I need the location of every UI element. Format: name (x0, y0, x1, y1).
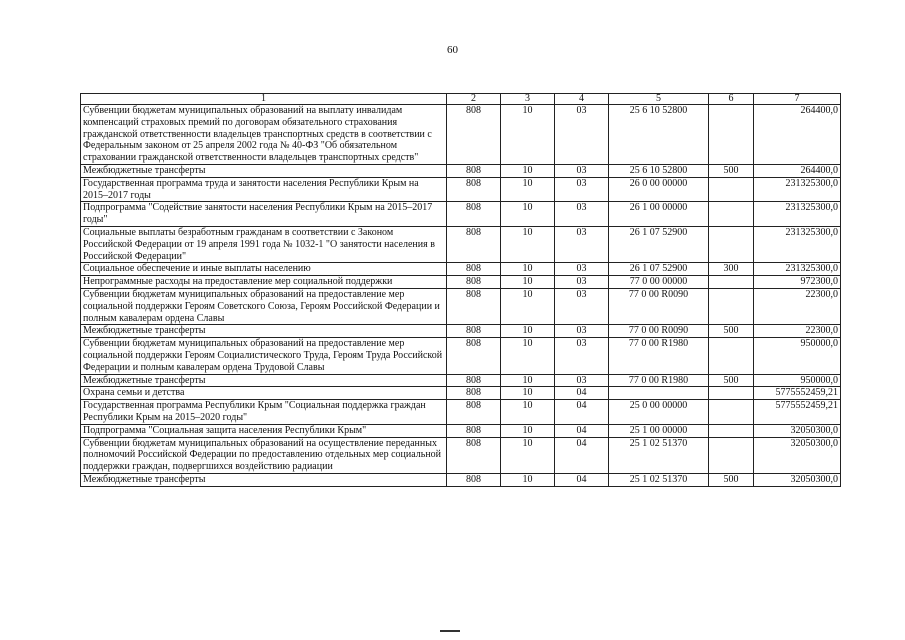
target-article-code: 25 1 02 51370 (609, 473, 709, 486)
table-row (81, 338, 841, 374)
table-row (81, 400, 841, 425)
header-cell: 1 (81, 94, 447, 105)
section-code: 10 (501, 400, 555, 425)
table-row (81, 177, 841, 202)
item-name: Межбюджетные трансферты (81, 473, 447, 486)
expense-type-code (709, 105, 754, 165)
table-row (81, 164, 841, 177)
expense-type-code (709, 276, 754, 289)
table-row (81, 325, 841, 338)
ministry-code: 808 (447, 400, 501, 425)
subsection-code: 03 (555, 226, 609, 262)
table-row (81, 374, 841, 387)
section-code: 10 (501, 387, 555, 400)
amount: 264400,0 (754, 105, 841, 165)
ministry-code: 808 (447, 387, 501, 400)
subsection-code: 04 (555, 387, 609, 400)
subsection-code: 04 (555, 473, 609, 486)
item-name: Межбюджетные трансферты (81, 325, 447, 338)
amount: 231325300,0 (754, 226, 841, 262)
section-code: 10 (501, 177, 555, 202)
item-name: Субвенции бюджетам муниципальных образований на предоставление мер социальной поддержки Героям Советского Союза, Героям Российской Федерации и полным кавалерам ордена Славы (81, 288, 447, 324)
item-name: Непрограммные расходы на предоставление мер социальной поддержки (81, 276, 447, 289)
header-cell: 4 (555, 94, 609, 105)
amount: 22300,0 (754, 325, 841, 338)
table-row (81, 276, 841, 289)
expense-type-code (709, 387, 754, 400)
section-code: 10 (501, 263, 555, 276)
item-name: Государственная программа Республики Крым "Социальная поддержка граждан Республики Крым на 2015–2020 годы" (81, 400, 447, 425)
expense-type-code: 500 (709, 374, 754, 387)
section-code: 10 (501, 226, 555, 262)
subsection-code: 04 (555, 424, 609, 437)
amount: 264400,0 (754, 164, 841, 177)
section-code: 10 (501, 276, 555, 289)
ministry-code: 808 (447, 263, 501, 276)
subsection-code: 03 (555, 263, 609, 276)
section-code: 10 (501, 473, 555, 486)
expense-type-code (709, 400, 754, 425)
target-article-code: 77 0 00 R1980 (609, 374, 709, 387)
subsection-code: 03 (555, 374, 609, 387)
target-article-code: 26 1 00 00000 (609, 202, 709, 227)
expense-type-code (709, 338, 754, 374)
expense-type-code: 500 (709, 164, 754, 177)
section-code: 10 (501, 325, 555, 338)
section-code: 10 (501, 338, 555, 374)
ministry-code: 808 (447, 276, 501, 289)
target-article-code (609, 387, 709, 400)
target-article-code: 26 0 00 00000 (609, 177, 709, 202)
target-article-code: 25 6 10 52800 (609, 164, 709, 177)
target-article-code: 77 0 00 R0090 (609, 325, 709, 338)
expense-type-code (709, 226, 754, 262)
scan-mark (440, 630, 460, 632)
expense-type-code: 500 (709, 325, 754, 338)
table-row (81, 424, 841, 437)
subsection-code: 04 (555, 400, 609, 425)
item-name: Межбюджетные трансферты (81, 164, 447, 177)
ministry-code: 808 (447, 473, 501, 486)
expense-type-code (709, 288, 754, 324)
header-cell: 6 (709, 94, 754, 105)
amount: 231325300,0 (754, 177, 841, 202)
subsection-code: 03 (555, 288, 609, 324)
expense-type-code (709, 437, 754, 473)
table-row (81, 437, 841, 473)
ministry-code: 808 (447, 374, 501, 387)
amount: 32050300,0 (754, 424, 841, 437)
target-article-code: 77 0 00 00000 (609, 276, 709, 289)
table-row (81, 105, 841, 165)
item-name: Подпрограмма "Содействие занятости населения Республики Крым на 2015–2017 годы" (81, 202, 447, 227)
ministry-code: 808 (447, 226, 501, 262)
table-row (81, 202, 841, 227)
section-code: 10 (501, 374, 555, 387)
expense-type-code: 500 (709, 473, 754, 486)
item-name: Подпрограмма "Социальная защита населения Республики Крым" (81, 424, 447, 437)
ministry-code: 808 (447, 177, 501, 202)
header-cell: 7 (754, 94, 841, 105)
target-article-code: 26 1 07 52900 (609, 226, 709, 262)
target-article-code: 26 1 07 52900 (609, 263, 709, 276)
target-article-code: 25 6 10 52800 (609, 105, 709, 165)
amount: 32050300,0 (754, 437, 841, 473)
section-code: 10 (501, 105, 555, 165)
ministry-code: 808 (447, 164, 501, 177)
table-row (81, 288, 841, 324)
amount: 32050300,0 (754, 473, 841, 486)
subsection-code: 03 (555, 105, 609, 165)
item-name: Субвенции бюджетам муниципальных образований на осуществление переданных полномочий Российской Федерации по предоставлению отдельных мер социальной поддержки граждан, подвергшихся воздействию радиации (81, 437, 447, 473)
amount: 950000,0 (754, 374, 841, 387)
target-article-code: 25 1 00 00000 (609, 424, 709, 437)
item-name: Субвенции бюджетам муниципальных образований на выплату инвалидам компенсаций страховых премий по договорам обязательного страхования гражданской ответственности владельцев транспортных средств в соответствии с Федеральным законом от 25 апреля 2002 года № 40-ФЗ "Об обязательном страховании гражданской ответственности владельцев транспортных средств" (81, 105, 447, 165)
section-code: 10 (501, 437, 555, 473)
section-code: 10 (501, 288, 555, 324)
amount: 5775552459,21 (754, 400, 841, 425)
section-code: 10 (501, 164, 555, 177)
item-name: Субвенции бюджетам муниципальных образований на предоставление мер социальной поддержки Героям Социалистического Труда, Героям Труда Российской Федерации и полным кавалерам ордена Трудовой Славы (81, 338, 447, 374)
subsection-code: 03 (555, 325, 609, 338)
table-row (81, 263, 841, 276)
section-code: 10 (501, 424, 555, 437)
item-name: Социальное обеспечение и иные выплаты населению (81, 263, 447, 276)
subsection-code: 03 (555, 276, 609, 289)
expense-type-code (709, 202, 754, 227)
item-name: Социальные выплаты безработным гражданам в соответствии с Законом Российской Федерации от 19 апреля 1991 года № 1032-1 "О занятости населения в Российской Федерации" (81, 226, 447, 262)
expense-type-code: 300 (709, 263, 754, 276)
expense-type-code (709, 177, 754, 202)
ministry-code: 808 (447, 437, 501, 473)
header-cell: 3 (501, 94, 555, 105)
subsection-code: 03 (555, 177, 609, 202)
target-article-code: 25 0 00 00000 (609, 400, 709, 425)
page-number: 60 (447, 44, 458, 56)
ministry-code: 808 (447, 424, 501, 437)
header-cell: 2 (447, 94, 501, 105)
section-code: 10 (501, 202, 555, 227)
item-name: Государственная программа труда и занятости населения Республики Крым на 2015–2017 годы (81, 177, 447, 202)
header-row (81, 94, 841, 105)
ministry-code: 808 (447, 288, 501, 324)
header-cell: 5 (609, 94, 709, 105)
amount: 231325300,0 (754, 263, 841, 276)
target-article-code: 25 1 02 51370 (609, 437, 709, 473)
table-row (81, 226, 841, 262)
target-article-code: 77 0 00 R0090 (609, 288, 709, 324)
amount: 231325300,0 (754, 202, 841, 227)
item-name: Охрана семьи и детства (81, 387, 447, 400)
amount: 5775552459,21 (754, 387, 841, 400)
subsection-code: 04 (555, 437, 609, 473)
table-row (81, 387, 841, 400)
amount: 22300,0 (754, 288, 841, 324)
ministry-code: 808 (447, 338, 501, 374)
amount: 972300,0 (754, 276, 841, 289)
budget-table (80, 93, 841, 487)
target-article-code: 77 0 00 R1980 (609, 338, 709, 374)
expense-type-code (709, 424, 754, 437)
table-row (81, 473, 841, 486)
subsection-code: 03 (555, 202, 609, 227)
ministry-code: 808 (447, 105, 501, 165)
ministry-code: 808 (447, 202, 501, 227)
subsection-code: 03 (555, 338, 609, 374)
amount: 950000,0 (754, 338, 841, 374)
ministry-code: 808 (447, 325, 501, 338)
item-name: Межбюджетные трансферты (81, 374, 447, 387)
subsection-code: 03 (555, 164, 609, 177)
